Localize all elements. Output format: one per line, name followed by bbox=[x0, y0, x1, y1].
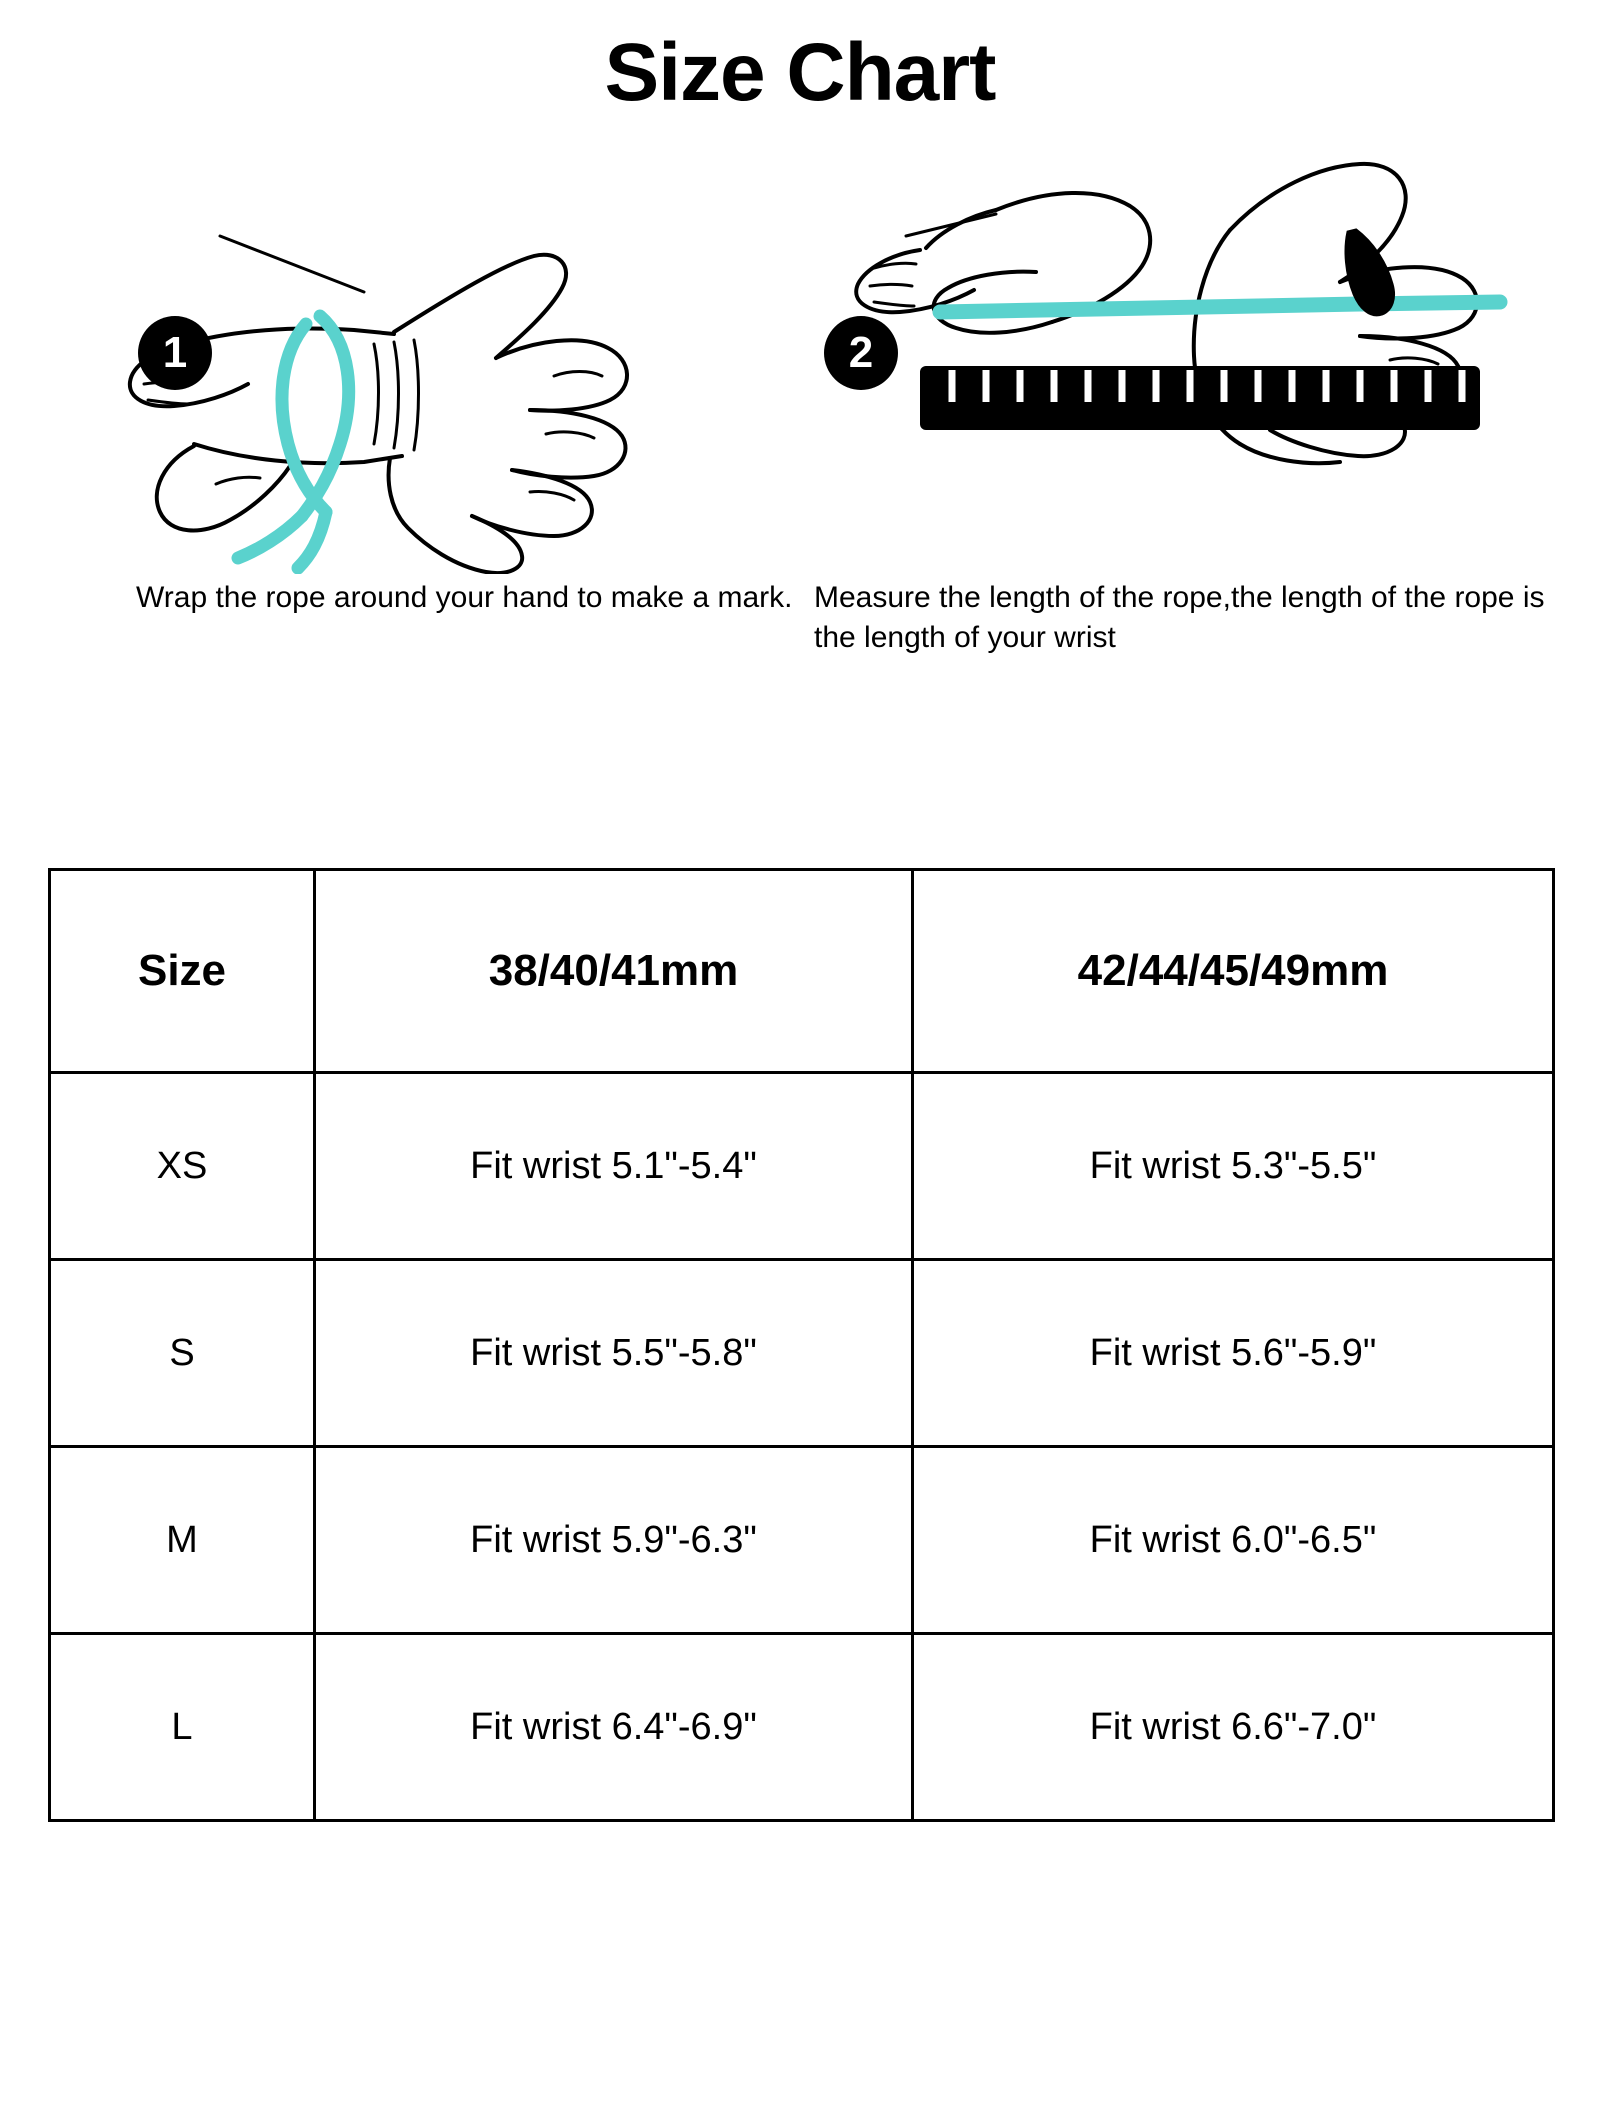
row-fit-large: Fit wrist 6.6"-7.0" bbox=[913, 1634, 1554, 1821]
page-title: Size Chart bbox=[604, 27, 996, 118]
table-header-small-models: 38/40/41mm bbox=[315, 870, 913, 1073]
step-1 bbox=[34, 144, 800, 657]
step-1-illustration bbox=[34, 144, 800, 574]
step-2-caption: Measure the length of the rope,the length of the rope is the length of your wrist bbox=[814, 581, 1545, 654]
row-size-label: XS bbox=[50, 1073, 315, 1260]
step-1-badge: 1 bbox=[138, 316, 212, 390]
table-header-large-models: 42/44/45/49mm bbox=[913, 870, 1554, 1073]
row-fit-small: Fit wrist 6.4"-6.9" bbox=[315, 1634, 913, 1821]
row-fit-small: Fit wrist 5.9"-6.3" bbox=[315, 1447, 913, 1634]
step-1-caption: Wrap the rope around your hand to make a mark. bbox=[136, 581, 793, 615]
step-2 bbox=[800, 144, 1566, 657]
size-table bbox=[48, 868, 1555, 1822]
table-row bbox=[50, 1260, 1554, 1447]
row-fit-small: Fit wrist 5.5"-5.8" bbox=[315, 1260, 913, 1447]
size-chart-page bbox=[0, 28, 1600, 2108]
row-size-label: M bbox=[50, 1447, 315, 1634]
step-2-illustration bbox=[800, 144, 1566, 574]
row-fit-small: Fit wrist 5.1"-5.4" bbox=[315, 1073, 913, 1260]
instruction-steps bbox=[0, 144, 1600, 657]
row-size-label: S bbox=[50, 1260, 315, 1447]
table-row bbox=[50, 1073, 1554, 1260]
row-size-label: L bbox=[50, 1634, 315, 1821]
row-fit-large: Fit wrist 6.0"-6.5" bbox=[913, 1447, 1554, 1634]
row-fit-large: Fit wrist 5.3"-5.5" bbox=[913, 1073, 1554, 1260]
table-row bbox=[50, 1447, 1554, 1634]
table-row bbox=[50, 1634, 1554, 1821]
size-table-container bbox=[48, 868, 1552, 1822]
ruler-icon bbox=[920, 366, 1480, 430]
table-header-size: Size bbox=[50, 870, 315, 1073]
step-2-badge: 2 bbox=[824, 316, 898, 390]
row-fit-large: Fit wrist 5.6"-5.9" bbox=[913, 1260, 1554, 1447]
table-header-row bbox=[50, 870, 1554, 1073]
hand-measure-ruler-icon bbox=[800, 144, 1560, 574]
